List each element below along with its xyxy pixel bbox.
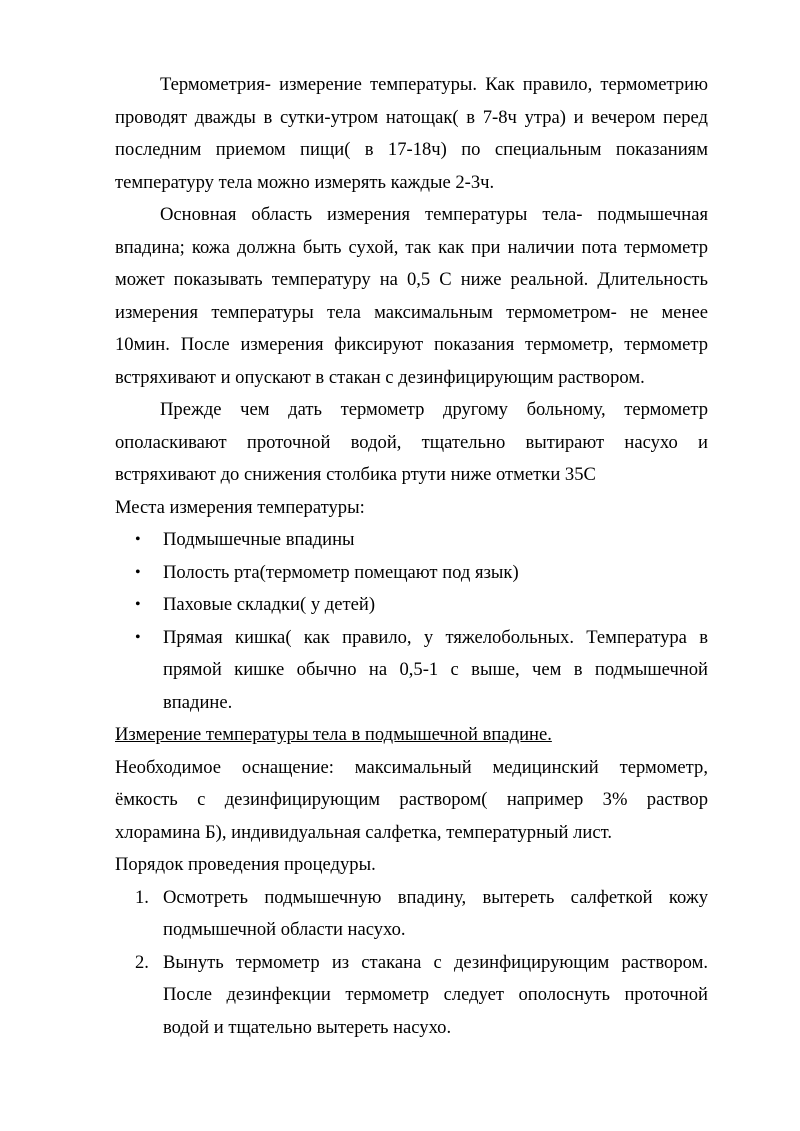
document-page (115, 69, 708, 1044)
bullet-icon: • (135, 596, 141, 613)
list-item (115, 882, 708, 947)
paragraph-thermometry-intro: Термометрия- измерение температуры. Как правило, термометрию проводят дважды в сутки-утром натощак( в 7-8ч утра) и вечером перед последним приемом пищи( в 17-18ч) по специальным показаниям температуру тела можно измерять каждые 2-3ч. (115, 74, 708, 193)
list-item-text: Паховые складки( у детей) (163, 594, 376, 615)
procedure-steps (115, 882, 708, 1045)
list-item-text: Полость рта(термометр помещают под язык) (163, 561, 519, 583)
step-text: Вынуть термометр из стакана с дезинфицирующим раствором. После дезинфекции термометр следует ополоснуть проточной водой и тщательно вытереть насухо. (163, 951, 708, 1038)
paragraph-measurement-area: Основная область измерения температуры тела- подмышечная впадина; кожа должна быть сухой, так как при наличии пота термометр может показывать температуру на 0,5 С ниже реальной. Длительность измерения температуры тела максимальным термометром- не менее 10мин. После измерения фиксируют показания термометр, термометр встряхивают и опускают в стакан с дезинфицирующим раствором. (115, 204, 708, 388)
list-item (115, 622, 708, 720)
step-text: Осмотреть подмышечную впадину, вытереть салфеткой кожу подмышечной области насухо. (163, 886, 708, 940)
places-heading: Места измерения температуры: (115, 496, 365, 518)
list-item-text: Прямая кишка( как правило, у тяжелобольных. Температура в прямой кишке обычно на 0,5-1 с выше, чем в подмышечной впадине. (163, 626, 708, 713)
procedure-heading: Порядок проведения процедуры. (115, 854, 376, 875)
step-number: 1. (135, 886, 149, 908)
list-item (115, 524, 708, 557)
list-item (115, 947, 708, 1045)
bullet-icon: • (135, 628, 141, 646)
paragraph-thermometer-rinse: Прежде чем дать термометр другому больному, термометр ополаскивают проточной водой, тщательно вытирают насухо и встряхивают до снижения столбика ртути ниже отметки 35С (115, 399, 708, 485)
list-item-text: Подмышечные впадины (163, 529, 355, 550)
section-title: Измерение температуры тела в подмышечной впадине. (115, 724, 552, 745)
bullet-icon: • (135, 563, 141, 581)
list-item (115, 589, 708, 622)
equipment-paragraph: Необходимое оснащение: максимальный медицинский термометр, ёмкость с дезинфицирующим раствором( например 3% раствор хлорамина Б), индивидуальная салфетка, температурный лист. (115, 756, 708, 843)
list-item (115, 557, 708, 590)
places-list (115, 524, 708, 719)
bullet-icon: • (135, 531, 141, 548)
step-number: 2. (135, 951, 149, 973)
